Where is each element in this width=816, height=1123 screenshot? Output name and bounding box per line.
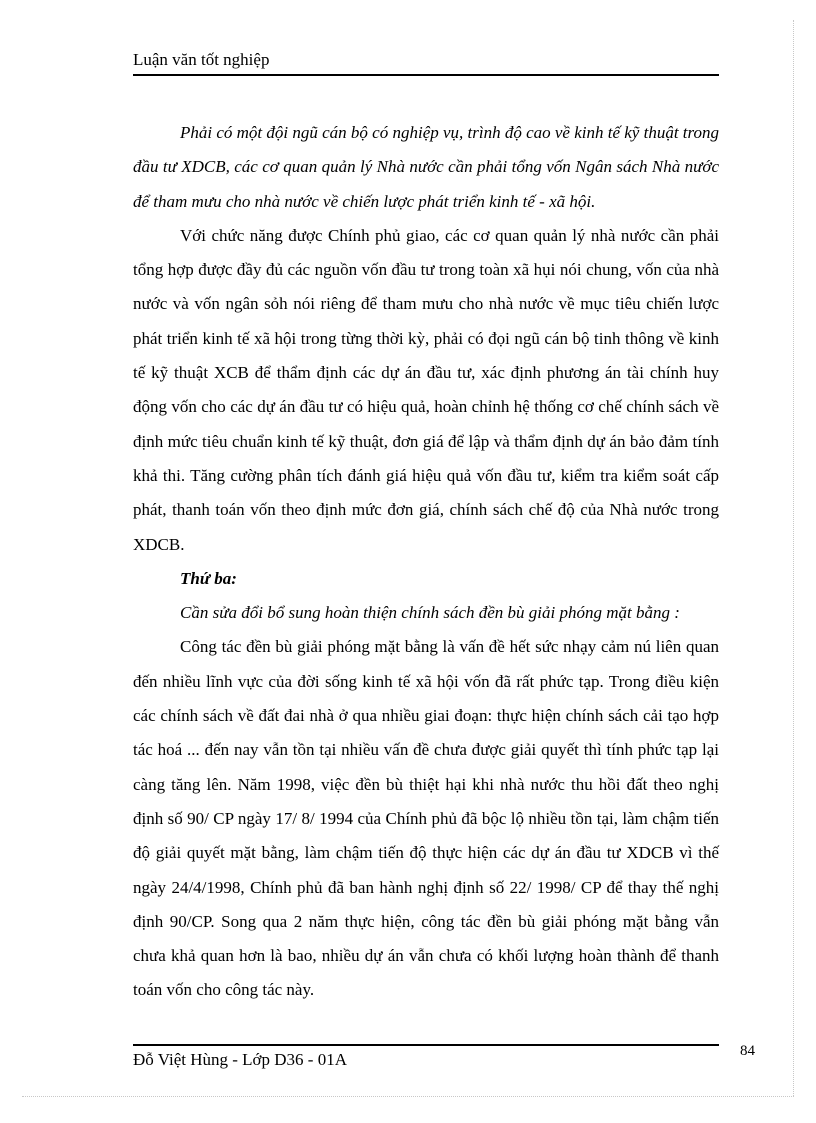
page-bottom-border [22, 1096, 794, 1097]
paragraph-1: Phải có một đội ngũ cán bộ có nghiệp vụ, trình độ cao về kinh tế kỹ thuật trong đầu tư XDCB, các cơ quan quản lý Nhà nước cần phải tổng vốn Ngân sách Nhà nước để tham mưu cho nhà nước về chiến lược phát triển kinh tế - xã hội. [133, 123, 720, 211]
paragraph-2: Với chức năng được Chính phủ giao, các cơ quan quản lý nhà nước cần phải tổng hợp được đầy đủ các nguồn vốn đầu tư trong toàn xã hụi nói chung, vốn của nhà nước và vốn ngân sỏh nói riêng để tham mưu cho nhà nước về mục tiêu chiến lược phát triển kinh tế xã hội trong từng thời kỳ, phải có đọi ngũ cán bộ tinh thông về kinh tế kỹ thuật XCB để thẩm định các dự án đầu tư, xác định phương án tài chính huy động vốn cho các dự án đầu tư có hiệu quả, hoàn chỉnh hệ thống cơ chế chính sách về định mức tiêu chuẩn kinh tế kỹ thuật, đơn giá để lập và thẩm định dự án bảo đảm tính khả thi. Tăng cường phân tích đánh giá hiệu quả vốn đầu tư, kiểm tra kiểm soát cấp phát, thanh toán vốn theo định mức đơn giá, chính sách chế độ của Nhà nước trong XDCB. [133, 225, 719, 554]
page-content [133, 116, 719, 1008]
footer-author: Đỗ Việt Hùng - Lớp D36 - 01A [133, 1050, 347, 1069]
header-rule [133, 74, 719, 76]
header-title: Luận văn tốt nghiệp [133, 50, 270, 69]
footer-rule [133, 1044, 719, 1046]
page-header [133, 50, 719, 76]
section-subheading: Cần sửa đổi bổ sung hoàn thiện chính sách đền bù giải phóng mặt bằng : [180, 603, 680, 623]
paragraph-3: Công tác đền bù giải phóng mặt bằng là vấn đề hết sức nhạy cảm nú liên quan đến nhiều lĩnh vực của đời sống kinh tế xã hội vốn đã rất phức tạp. Trong điều kiện các chính sách về đất đai nhà ở qua nhiều giai đoạn: thực hiện chính sách cải tạo hợp tác hoá ... đến nay vẫn tồn tại nhiều vấn đề chưa được giải quyết thì tính phức tạp lại càng tăng lên. Năm 1998, việc đền bù thiệt hại khi nhà nước thu hồi đất theo nghị định số 90/ CP ngày 17/ 8/ 1994 của Chính phủ đã bộc lộ nhiều tồn tại, làm chậm tiến độ giải quyết mặt bằng, làm chậm tiến độ thực hiện các dự án đầu tư XDCB vì thế ngày 24/4/1998, Chính phủ đã ban hành nghị định số 22/ 1998/ CP để thay thế nghị định 90/CP. Song qua 2 năm thực hiện, công tác đền bù giải phóng mặt bằng vẫn chưa khả quan hơn là bao, nhiều dự án vẫn chưa có khối lượng hoàn thành để thanh toán vốn cho công tác này. [133, 637, 719, 1000]
page-footer [133, 1044, 719, 1070]
page-right-border [793, 20, 794, 1096]
section-heading-label: Thứ ba: [180, 568, 237, 588]
page-number: 84 [740, 1043, 755, 1059]
section-heading [133, 562, 719, 596]
